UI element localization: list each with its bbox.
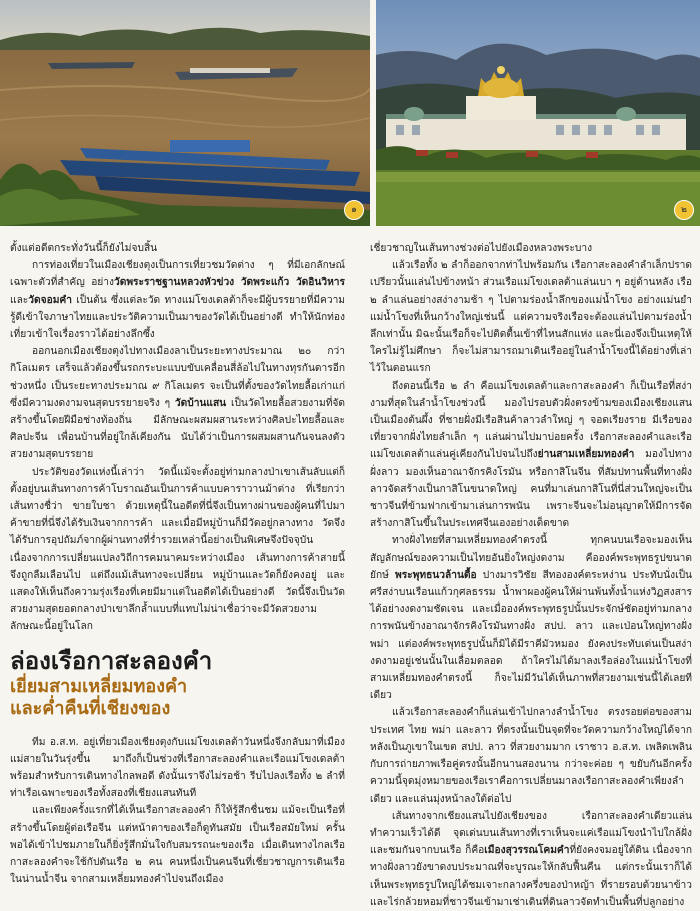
text-run: ที่ยังคงจมอยู่ใต้ดิน เนื่องจากทางฝั่งลาวยังขาดงบประมาณที่จะบูรณะให้กลับฟื้นคืน แต่กระนั้นเราก็ได้เห็นพระพุทธรูปใหญ่ได้ชมเจาะกลางครึ่งของป่าหญ้า ที่รายรอบด้วยนาข้าวและไร่กล้วยหอมที่ชาวจีนเข้ามาเช่าเดินที่ดินลาวจัดทำเป็นพื้นที่ปลูกอย่าง <box>370 845 693 908</box>
text-run: เส้นทางจากเชียงแสนไปยังเชียงของ เรือกาสะลองคำเดียวแล่นทำความเร็วได้ดี จุดเด่นบนเส้นทางที่เราเห็นจะแค่เรือแม่โขงนำไปใกล้ฝั่งและชมกันจากบนเรือ ก็คือ <box>370 810 692 857</box>
paragraph <box>10 343 345 463</box>
paragraph: เชี่ยวชาญในเส้นทางช่วงต่อไปยังเมืองหลวงพระบาง <box>370 243 593 254</box>
text-run: การท่องเที่ยวในเมืองเชียงตุงเป็นการเที่ยวชมวัดต่าง ๆ ที่มีเอกลักษณ์เฉพาะตัวที่สำคัญ อย่าง <box>10 260 345 289</box>
paragraph: ประวัติของวัดแห่งนี้เล่าว่า วัดนี้แม้จะตั้งอยู่ท่ามกลางป่าเขาเส้นลับแต่ก็ตั้งอยู่บนเส้นทางการค้าโบราณอันเป็นการค้าแบบคาราวานม้าต่าง ที่เรียกว่าเส้นทางชื่ว่า ขายใบชา ด้วยเหตุนี้ในอดีตที่นี่จึงเป็นทางผ่านของผู้คนที่ไปมาค้าขายที่นี่จึงได้รับเงินจากการค้า และเมื่อมีหมู่บ้านก็มีวัดอยู่กลางทาง วัดจึงได้รับการอุปถัมภ์จากผู้ผ่านทางที่ร่ำรวยเหล่านี้อย่างเป็นพิเศษจึงปัจจุบันเนื่องจากการเปลี่ยนแปลงวิถีการคมนาคมระหว่างเมือง เส้นทางการค้าสายนี้จึงถูกลืมเลือนไป แต่ถึงแม้เส้นทางจะเปลี่ยน หมู่บ้านและวัดก็ยังคงอยู่ และแสดงให้เห็นถึงความรุ่งเรืองที่เคยมีมาแต่ในอดีตได้เป็นอย่างดี วัดนี้จึงเป็นวัดสวยงามสุดยอดกลางป่าเขาลึกล้ำแบบที่แทบไม่น่าเชื่อว่าจะมีวัดสวยงามลักษณะนี้อยู่ในโลก <box>10 466 345 633</box>
paragraph <box>370 808 692 911</box>
river-boats-photo <box>0 0 370 226</box>
paragraph <box>370 532 692 704</box>
text-run: เป็นวัดไทยลื้อสวยงามที่จัดสร้างขึ้นโดยฝีมือช่างท้องถิ่น มีลักษณะผสมผสานระหว่างศิลปะไทยลื้อและศิลปะจีน เพื่อนบ้านที่อยู่ใกล้เคียงกัน นับได้ว่าเป็นการผสมผสานกันจนลงตัวสวยงามสุดบรรยาย <box>10 397 345 461</box>
temple-name: วัดจอมคำ <box>28 294 72 306</box>
casino-building-image <box>376 0 700 226</box>
paragraph: และเพียงครั้งแรกที่ได้เห็นเรือกาสะลองคำ ก็ให้รู้สึกชื่นชม แม้จะเป็นเรือที่สร้างขึ้นโดยผู้ต่อเรือจีน แต่หน้าตาของเรือก็ดูทันสมัย เป็นเรือสมัยใหม่ ครั้นพอได้เข้าไปชมภายในก็ยิ่งรู้สึกมั่นใจกับสมรรถนะของเรือ เมื่อเดินทางไกลเรือกาสะลองคำจะใช้กัปตันเรือ ๒ คน คนหนึ่งเป็นคนจีนที่เชี่ยวชาญการเดินเรือในน่านน้ำจีน จากสามเหลี่ยมทองคำไปจนถึงเมือง <box>10 805 345 886</box>
text-run: มองไปทางฝั่งลาว มองเห็นอาณาจักรคิงโรมัน หรือกาสิโนจีน ที่สัมปทานพื้นที่ทางฝั่งลาวจัดสร้างเป็นกาสิโนขนาดใหญ่ คนที่มาเล่นกาสิโนที่นี่ส่วนใหญ่จะเป็นชาวจีนที่ข้ามฟากเข้ามาเล่นการพนัน เพราะจีนจะไม่อนุญาตให้มีการจัดสร้างกาสิโนขึ้นในประเทศจีนเองอย่างเด็ดขาด <box>370 449 692 530</box>
text-run: ปางมารวิชัย สีทององค์ตระหง่าน ประทับนั่งเป็นศรีสง่าบนเรือนแก้วกุศลธรรม น้ำพาผองผู้คนให้ผ่านพ้นทั้งน้ำแห่งวิฏสงสารได้อย่างงดงามชัดเจน และเมื่อองค์พระพุทธรูปนั้นประจักษ์ชัดอยู่ท่ามกลางการพนันข้างอาณาจักรคิงโรมันทางฝั่ง สปป. ลาว และเป่อนใหญ่ทางฝั่งพม่า แต่องค์พระพุทธรูปนั้นก็มิได้มีราคีมัวหมอง ยังคงประทับเด่นเป็นสง่างดงามอยู่เช่นนั้นในเลื่อมตลอด ถ้าใครไม่ได้มาลงเรือล่องในแม่น้ำโขงที่สามเหลี่ยมทองคำตรงนี้ ก็จะไม่มีวันได้เห็นภาพที่สวยงามเช่นนี้ได้เลยทีเดียว <box>370 569 693 702</box>
place-name: ย่านสามเหลี่ยมทองคำ <box>537 449 635 461</box>
paragraph <box>10 257 345 343</box>
temple-name: วัดบ้านแสน <box>174 397 227 409</box>
buddha-name: พระพุทธนวล้านตื้อ <box>394 569 477 581</box>
photo-number-badge: ๑ <box>344 200 364 220</box>
text-run: เป็นต้น ซึ่งแต่ละวัด ทางแม่โขงเดลต้าก็จะมีผู้บรรยายที่มีความรู้ดีเข้าใจภาษาไทยและประวัติความเป็นมาของวัดได้เป็นอย่างดี ทำให้นักท่องเที่ยวเข้าใจเรื่องราวได้อย่างลึกซึ้ง <box>10 294 345 341</box>
paragraph: ตั้งแต่อดีตกระทั่งวันนี้ก็ยังไม่จบสิ้น <box>10 243 158 254</box>
paragraph: ทีม อ.ส.ท. อยู่เที่ยวเมืองเชียงตุงกับแม่โขงเดลต้าวันหนึ่งจึงกลับมาที่เมืองแม่สายในวันรุ่งขึ้น มาถึงก็เป็นช่วงที่เรือกาสะลองคำและเรือแม่โขงเดลต้าพร้อมสำหรับการเดินทางไกลพอดี ดังนั้นเราจึงไม่รอช้า รีบไปลงเรือทั้ง ๒ ลำที่ท่าเรือเฉพาะของเรือทั้งสองที่เชียงแสนทันที <box>10 736 345 800</box>
text-run: ออกนอกเมืองเชียงตุงไปทางเมืองลาเป็นระยะทางประมาณ ๒๐ กว่ากิโลเมตร เสร็จแล้วต้องขึ้นรถกระบะแบบขับเคลื่อนสี่ล้อไปในทางทุรกันดารอีกช่วงหนึ่ง เป็นระยะทางประมาณ ๙ กิโลเมตร จะเป็นที่ตั้งของวัดไทยลื้อเก่าแก่ซึ่งมีความงดงามจนสุดบรรยายจริง ๆ <box>10 346 345 409</box>
paragraph: แล้วเรือกาสะลองคำก็แล่นเข้าไปกลางลำน้ำโขง ตรงรอยต่อของสามประเทศ ไทย พม่า และลาว ที่ตรงนั้นเป็นจุดที่จะวัดความกว้างใหญ่ได้จากหลังเป็นภูเขาในเขต สปป. ลาว ที่สวยงามมาก เราชาว อ.ส.ท. เพลิดเพลินกับการถ่ายภาพเรือคู่ตรงนั้นอีกนานสองนาน กว่าจะค่อย ๆ ขยับกันอีกครั้ง ความนี้จุดมุ่งหมายของเรือเราคือการเปลี่ยนมาลงเรือกาสะลองคำเพียงลำเดียว และแล่นมุ่งหน้าลงใต้ต่อไป <box>370 707 692 805</box>
place-name: เมืองสุวรรณโคมคำ <box>484 845 570 857</box>
photo-number-badge: ๒ <box>674 200 694 220</box>
temple-names: วัดพระราชฐานหลวงหัวข่วง วัดพระแก้ว วัดอินวิหาร <box>113 277 346 289</box>
section-subheading: และค่ำคืนที่เชียงของ <box>10 697 171 719</box>
section-heading-block <box>10 646 345 720</box>
article-left-column <box>10 240 345 889</box>
text-run: ทางฝั่งไทยที่สามเหลี่ยมทองคำตรงนี้ ทุกคนบนเรือจะมองเห็นสัญลักษณ์ของความเป็นไทยอันยิ่งใหญ่งดงาม คือองค์พระพุทธรูปขนาดยักษ์ <box>370 535 692 581</box>
paragraph <box>370 378 692 533</box>
river-boats-image <box>0 0 370 226</box>
section-subheading: เยี่ยมสามเหลี่ยมทองคำ <box>10 675 188 697</box>
paragraph: แล้วเรือทั้ง ๒ ลำก็ออกจากท่าไปพร้อมกัน เรือกาสะลองคำลำเล็กปราดเปรียวนั้นแล่นไปข้างหน้า ส่วนเรือแม่โขงเดลต้าแล่นเบา ๆ อยู่ด้านหลัง เรือ ๒ ลำแล่นอย่างสง่างามช้า ๆ ไปตามร่องน้ำลึกของแม่น้ำโขง อย่างแม่นยำ แม่น้ำโขงที่เห็นกว้างใหญ่เช่นนี้ แต่ความจริงเรือจะต้องแล่นไปตามร่องน้ำลึกเท่านั้น มิฉะนั้นเรือก็จะไปติดตื้นเข้าที่ไหนสักแห่ง และนี่เองจึงเป็นเหตุให้ใครไม่รู้ไม่ศึกษา ก็จะไม่สามารถมาเดินเรืออยู่ในลำน้ำโขงนี้ได้อย่างที่เล่าไว้ในตอนแรก <box>370 260 692 375</box>
text-run: ถึงตอนนี้เรือ ๒ ลำ คือแม่โขงเดลต้าและกาสะลองคำ ก็เป็นเรือที่สง่างามที่สุดในลำน้ำโขงช่วงนี้ มองไปรอบตัวฝั่งตรงข้ามของเมืองเชียงแสนเป็นเมืองต้นผึ้ง ที่ชายฝั่งมีเรือสินค้าลาวลำใหญ่ ๆ จอดเรียงราย มีเรือของเที่ยวจากฝั่งไทยลำเล็ก ๆ แล่นผ่านไปมาบ่อยครั้ง เรือกาสะลองคำและเรือแม่โขงเดลต้าแล่นคู่เคียงกันไปจนไปถึง <box>370 380 692 461</box>
casino-building-photo <box>376 0 700 226</box>
section-headline: ล่องเรือกาสะลองคำ <box>10 646 213 675</box>
text-run: และ <box>10 294 29 306</box>
article-right-column <box>370 240 692 911</box>
